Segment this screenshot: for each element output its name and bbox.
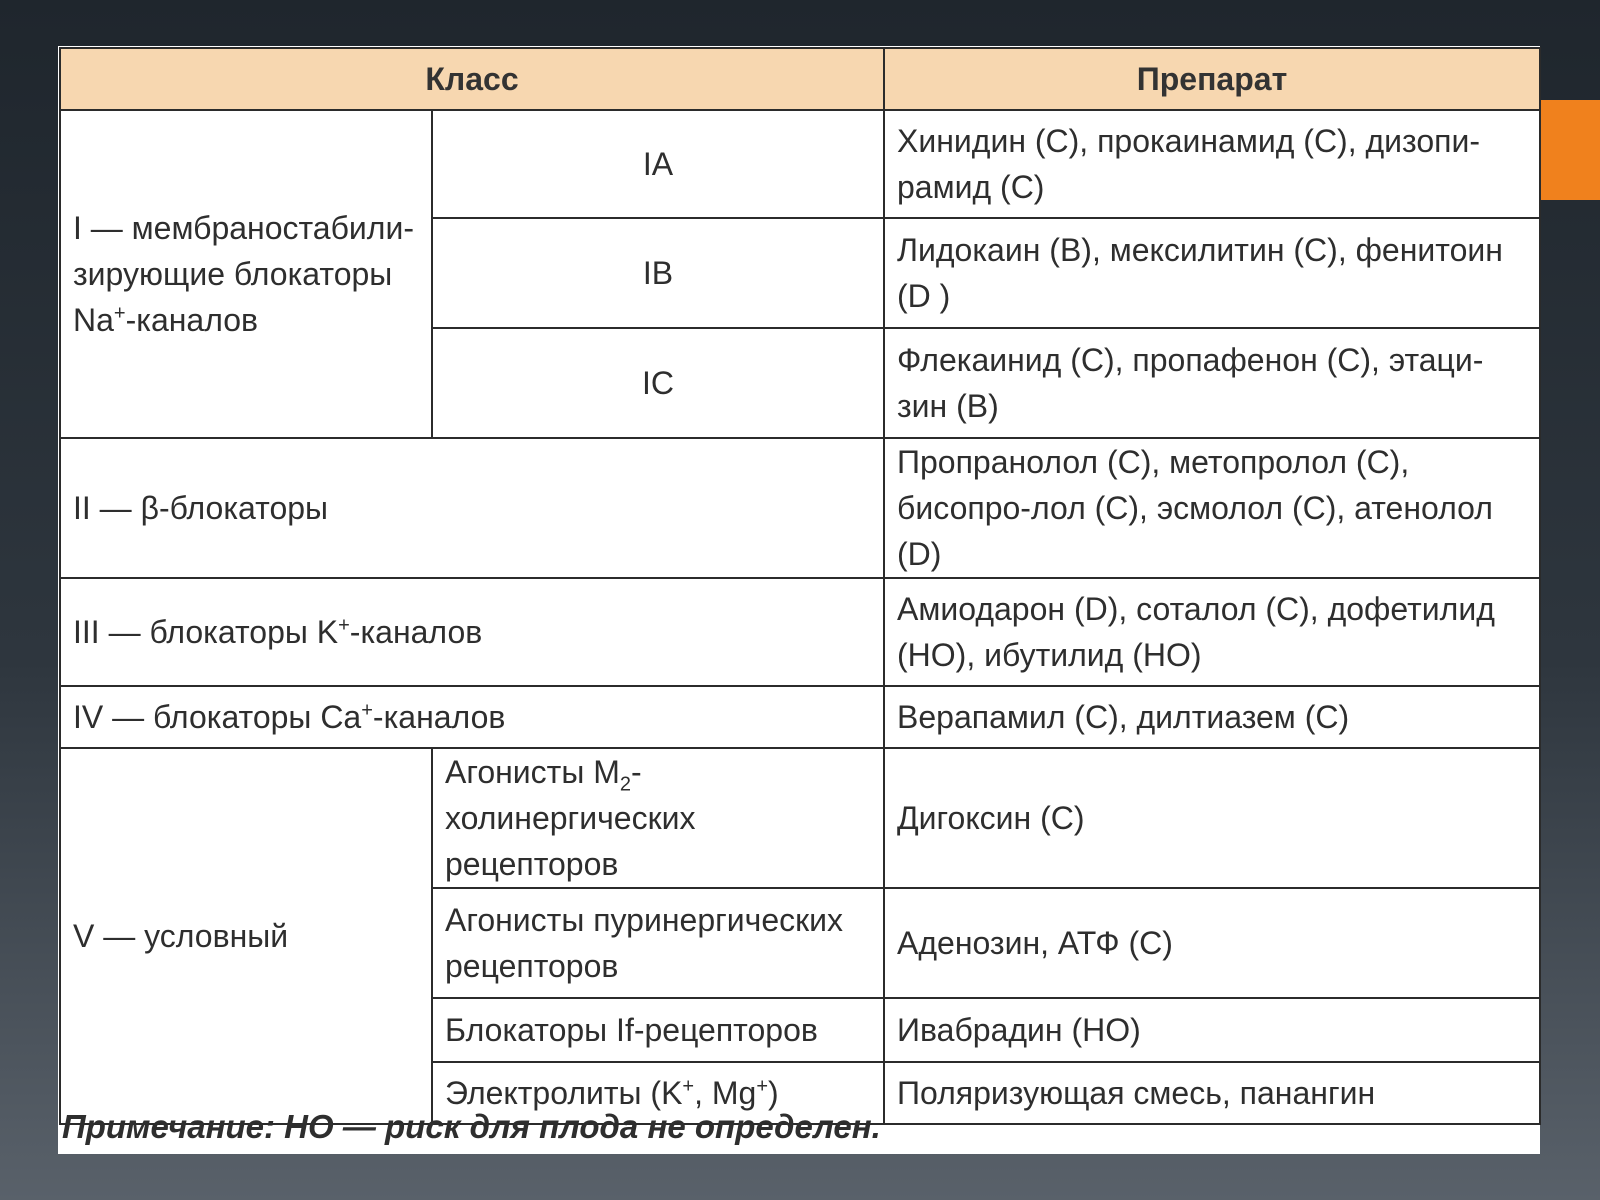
drug-5a-cell: Дигоксин (С) xyxy=(884,748,1540,888)
table-row xyxy=(60,438,1540,578)
drug-3-cell: Амиодарон (D), соталол (С), дофетилид (НО), ибутилид (НО) xyxy=(884,578,1540,686)
drug-5b-cell: Аденозин, АТФ (С) xyxy=(884,888,1540,998)
orange-accent-bar xyxy=(1538,100,1600,200)
table-row xyxy=(60,110,1540,218)
table-header-row xyxy=(60,48,1540,110)
class-1-cell: I — мембраностабили-зирующие блокаторы Na+-каналов xyxy=(60,110,432,438)
subclass-ic-cell: IC xyxy=(432,328,884,438)
class-3-cell: III — блокаторы K+-каналов xyxy=(60,578,884,686)
drug-ia-cell: Хинидин (С), прокаинамид (С), дизопи-рамид (С) xyxy=(884,110,1540,218)
header-class: Класс xyxy=(60,48,884,110)
table-row xyxy=(60,748,1540,888)
table-row xyxy=(60,686,1540,748)
footnote: Примечание: НО — риск для плода не определен. xyxy=(62,1108,881,1145)
subclass-5b-cell: Агонисты пуринергических рецепторов xyxy=(432,888,884,998)
table-row xyxy=(60,578,1540,686)
subclass-ia-cell: IA xyxy=(432,110,884,218)
slide xyxy=(58,46,1540,1154)
subclass-5a-cell: Агонисты $M_2$-холинергических рецепторов xyxy=(432,748,884,888)
class-5-cell: V — условный xyxy=(60,748,432,1124)
subclass-5c-cell: Блокаторы If-рецепторов xyxy=(432,998,884,1062)
drug-ic-cell: Флекаинид (С), пропафенон (С), этаци-зин (В) xyxy=(884,328,1540,438)
antiarrhythmic-table xyxy=(59,47,1541,1125)
drug-ib-cell: Лидокаин (В), мексилитин (С), фенитоин (D ) xyxy=(884,218,1540,328)
drug-4-cell: Верапамил (С), дилтиазем (С) xyxy=(884,686,1540,748)
subclass-5d-cell: Электролиты (K+, Mg+) xyxy=(432,1062,884,1124)
drug-5d-cell: Поляризующая смесь, панангин xyxy=(884,1062,1540,1124)
drug-2-cell: Пропранолол (С), метопролол (С), бисопро-лол (С), эсмолол (С), атенолол (D) xyxy=(884,438,1540,578)
subclass-ib-cell: IB xyxy=(432,218,884,328)
class-4-cell: IV — блокаторы Ca+-каналов xyxy=(60,686,884,748)
class-2-cell: II — β-блокаторы xyxy=(60,438,884,578)
drug-5c-cell: Ивабрадин (НО) xyxy=(884,998,1540,1062)
header-drug: Препарат xyxy=(884,48,1540,110)
